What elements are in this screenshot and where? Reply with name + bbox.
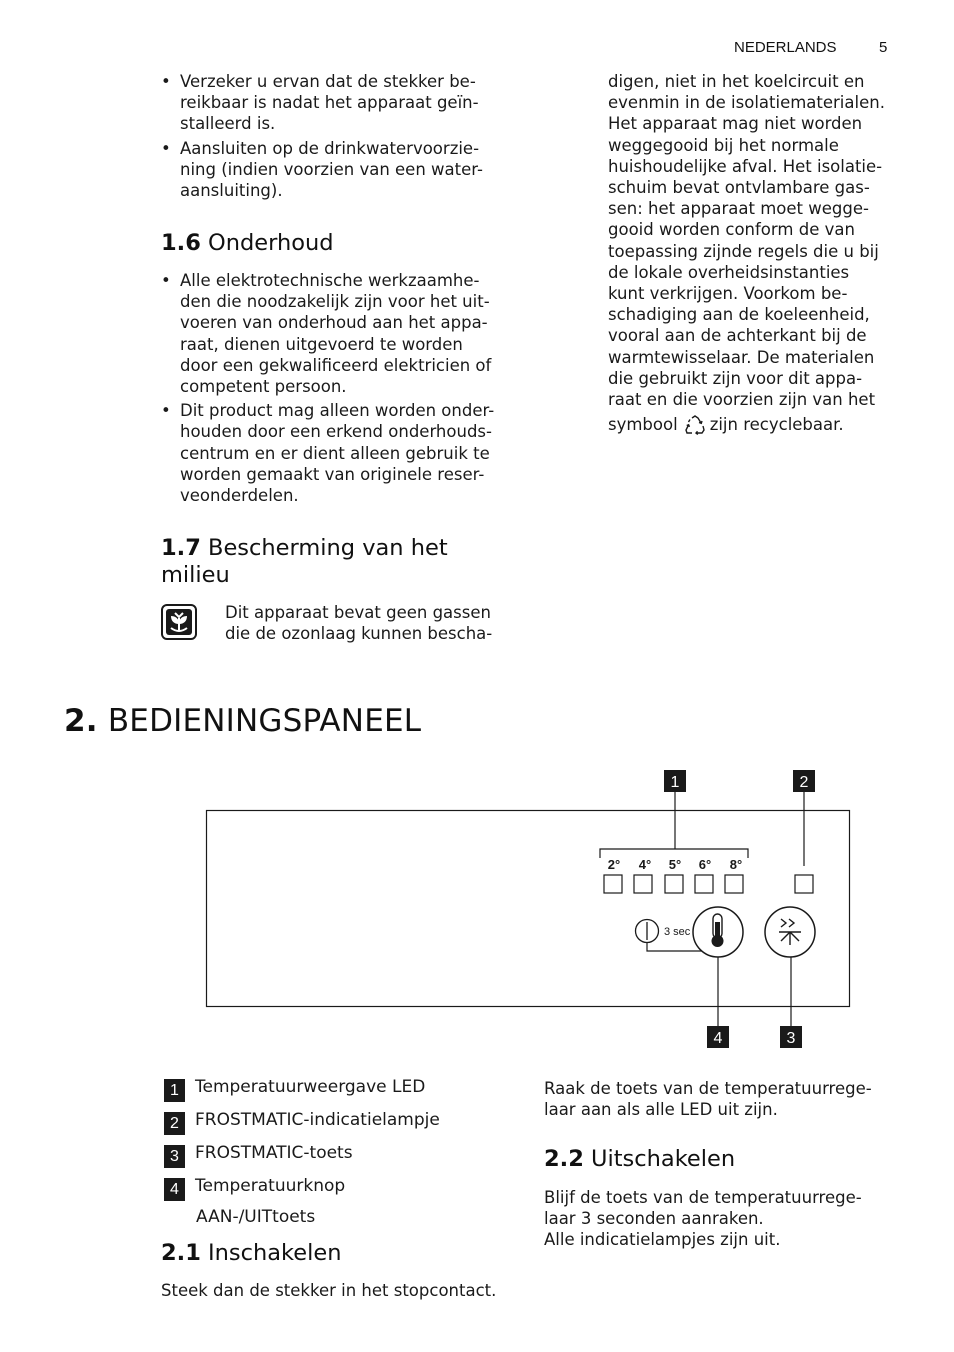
callout-1	[664, 770, 686, 792]
callout-2-label: 2	[799, 774, 809, 791]
legend-badge: 2	[164, 1112, 185, 1135]
legend-badge: 3	[164, 1145, 185, 1168]
recycle-line-before: symbool	[608, 415, 678, 435]
section-number: 1.6	[161, 230, 201, 256]
section-heading-2-2	[544, 1146, 735, 1173]
legend-label: FROSTMATIC-toets	[195, 1143, 353, 1163]
legend-label: Temperatuurknop	[195, 1176, 346, 1196]
temperature-led-4	[634, 875, 652, 893]
list-item: • Verzeker u ervan dat de stekker be- reikbaar is nadat het apparaat geïn- stalleerd is.	[161, 71, 521, 135]
legend	[164, 1077, 544, 1228]
list-item: • Dit product mag alleen worden onder- houden door een erkend onderhouds- centrum en er dient alleen gebruik te worden gemaakt van originele reser- veonderdelen.	[161, 400, 521, 506]
list-item: • Alle elektrotechnische werkzaamhe- den die noodzakelijk zijn voor het uit- voeren van onderhoud aan het appa- raat, dienen uitgevoerd te worden door een gekwalificeerd elektricien of competent persoon.	[161, 270, 521, 397]
temperature-led-6	[695, 875, 713, 893]
section-number: 2.1	[161, 1240, 201, 1266]
section-title: Onderhoud	[208, 230, 334, 256]
switch-off-text: Blijf de toets van de temperatuurrege- laar 3 seconden aanraken. Alle indicatielampjes zijn uit.	[544, 1188, 862, 1250]
legend-badge: 1	[164, 1079, 185, 1102]
callout-2	[793, 770, 815, 792]
section-title: Uitschakelen	[591, 1146, 736, 1172]
switch-on-continuation: Raak de toets van de temperatuurrege- laar aan als alle LED uit zijn.	[544, 1079, 872, 1120]
temp-label-2: 2°	[607, 857, 621, 872]
temp-label-4: 4°	[638, 857, 652, 872]
temperature-led-8	[725, 875, 743, 893]
hold-duration-label: 3 sec	[664, 926, 691, 938]
thermometer-icon	[712, 914, 724, 947]
callout-1-label: 1	[670, 774, 680, 791]
running-header-language: NEDERLANDS	[734, 39, 837, 56]
legend-badge: 4	[164, 1178, 185, 1201]
section-number: 2.2	[544, 1146, 584, 1172]
temp-label-5: 5°	[668, 857, 682, 872]
callout-3	[780, 1026, 802, 1048]
frostmatic-indicator-led	[795, 875, 813, 893]
page-number: 5	[879, 39, 888, 56]
chapter-title: BEDIENINGSPANEEL	[107, 703, 422, 739]
frostmatic-button	[765, 907, 815, 957]
list-item: • Aansluiten op de drinkwatervoorzie- ning (indien voorzien van een water- aansluiting).	[161, 138, 521, 202]
legend-item	[164, 1143, 544, 1168]
environment-text: Dit apparaat bevat geen gassen die de ozonlaag kunnen bescha-	[225, 603, 493, 644]
callout-3-label: 3	[786, 1030, 796, 1047]
switch-on-text: Steek dan de stekker in het stopcontact.	[161, 1281, 497, 1300]
temp-label-6: 6°	[698, 857, 712, 872]
recycle-line-after: zijn recyclebaar.	[709, 415, 844, 435]
chapter-number: 2.	[64, 703, 98, 739]
power-icon	[636, 920, 659, 943]
legend-item	[164, 1176, 544, 1201]
panel-frame	[207, 811, 850, 1007]
callout-4	[707, 1026, 729, 1048]
environment-continuation: digen, niet in het koelcircuit en evenmin in de isolatiematerialen. Het apparaat mag niet worden weggegooid bij het normale huishoudelijke afval. Het isolatie- schuim bevat ontvlambare gas- sen: het apparaat moet wegge- gooid worden conform de van toepassing zijnde regels die u bij de lokale overheidsinstanties kunt verkrijgen. Voorkom be- schadiging aan de koeleenheid, vooral aan de achterkant bij de warmtewisselaar. De materialen die gebruikt zijn voor dit appa- raat en die voorzien zijn van het	[608, 72, 885, 410]
section-title: Inschakelen	[208, 1240, 342, 1266]
legend-item	[164, 1077, 544, 1102]
section-heading-2-1	[161, 1240, 341, 1267]
legend-label: Temperatuurweergave LED	[195, 1077, 426, 1097]
temperature-button	[693, 907, 743, 957]
section-title: Bescherming van het milieu	[161, 535, 448, 588]
temperature-led-5	[665, 875, 683, 893]
legend-label: FROSTMATIC-indicatielampje	[195, 1110, 440, 1130]
callout-4-label: 4	[713, 1030, 723, 1047]
section-number: 1.7	[161, 535, 201, 561]
legend-sub-label: AAN-/UITtoets	[196, 1207, 316, 1227]
legend-item	[164, 1110, 544, 1135]
temperature-led-2	[604, 875, 622, 893]
temp-label-8: 8°	[729, 857, 743, 872]
